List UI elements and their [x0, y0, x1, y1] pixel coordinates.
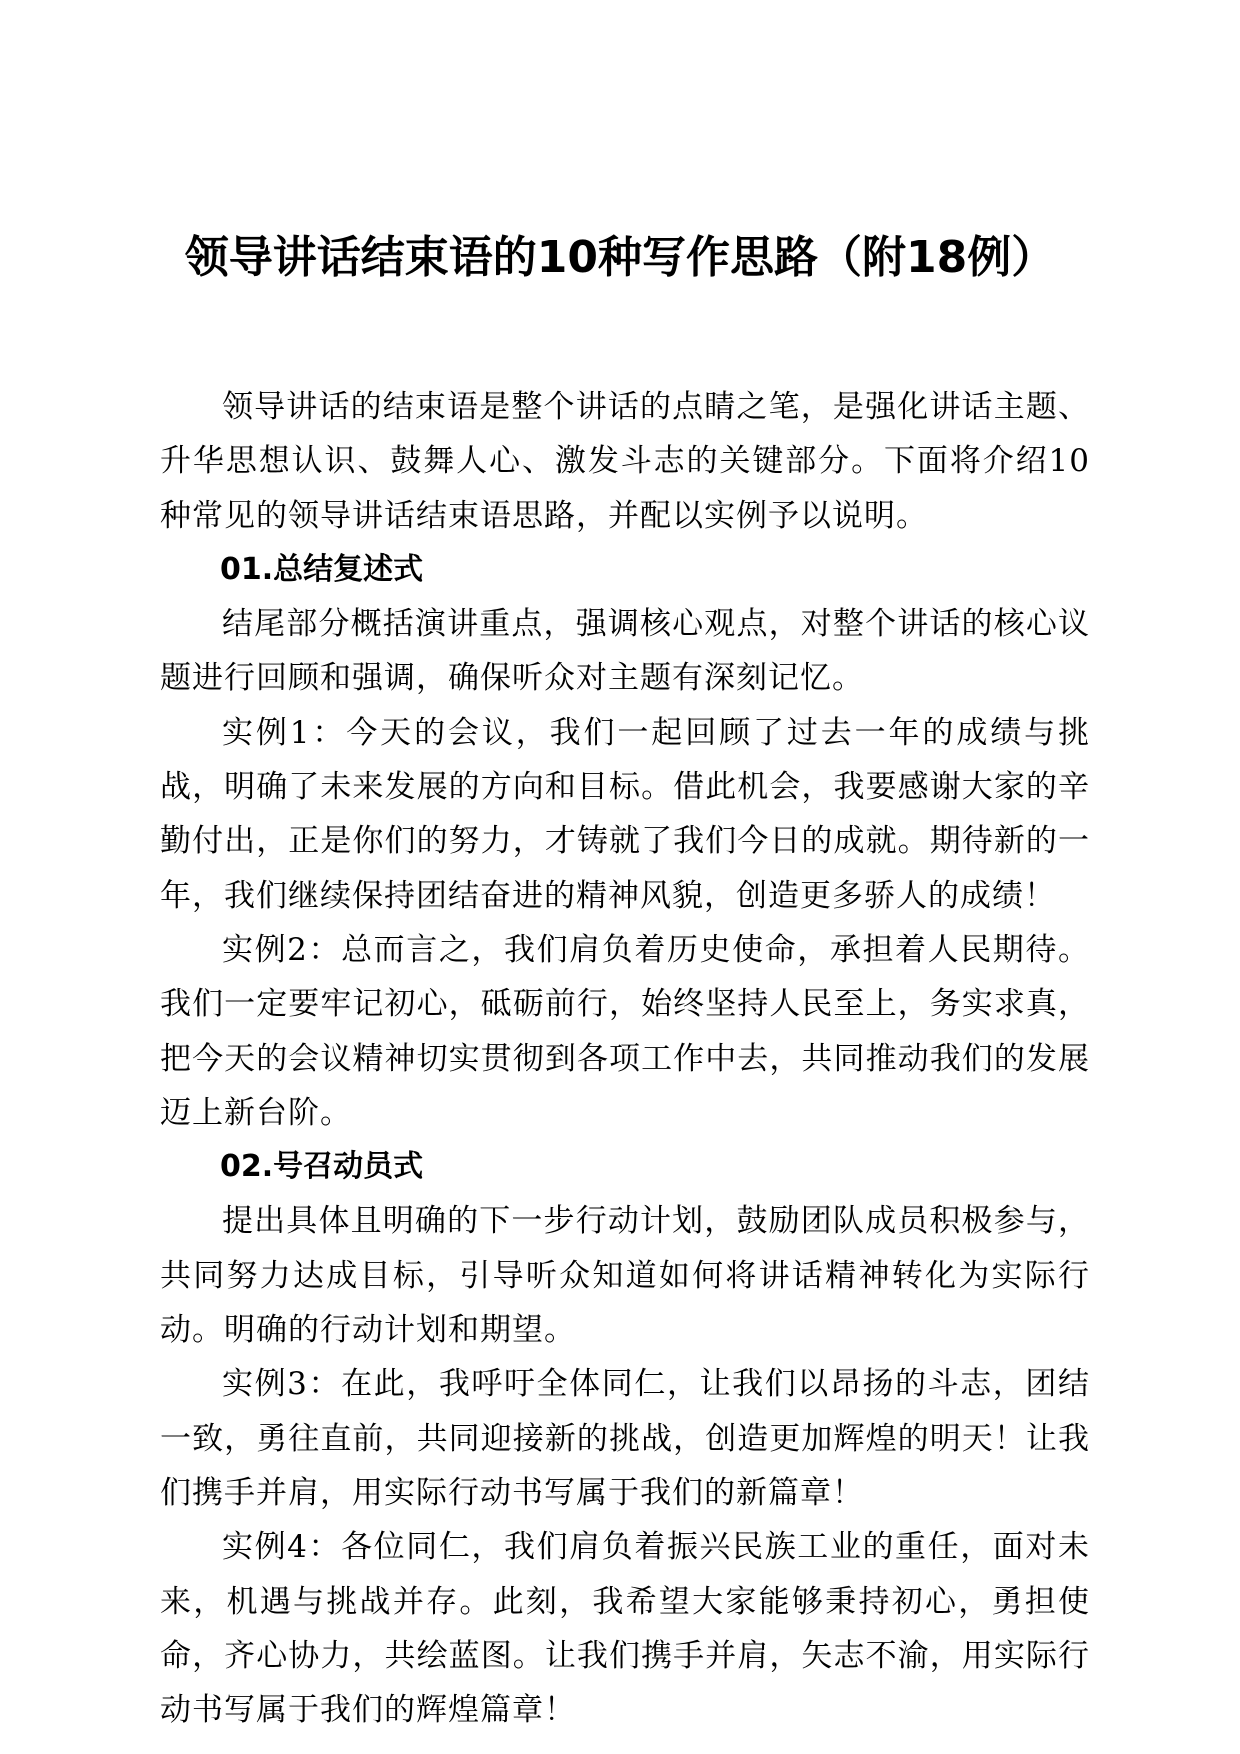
- document-body: [160, 380, 1090, 1737]
- section-heading-1: 01.总结复述式: [220, 551, 424, 587]
- section-description-1: 结尾部分概括演讲重点，强调核心观点，对整个讲话的核心议题进行回顾和强调，确保听众对主题有深刻记忆。: [160, 606, 1090, 697]
- example-paragraph-3: 实例3：在此，我呼吁全体同仁，让我们以昂扬的斗志，团结一致，勇往直前，共同迎接新的挑战，创造更加辉煌的明天！让我们携手并肩，用实际行动书写属于我们的新篇章！: [160, 1366, 1090, 1511]
- intro-paragraph: 领导讲话的结束语是整个讲话的点睛之笔，是强化讲话主题、升华思想认识、鼓舞人心、激发斗志的关键部分。下面将介绍10种常见的领导讲话结束语思路，并配以实例予以说明。: [160, 389, 1090, 534]
- example-paragraph-1: 实例1：今天的会议，我们一起回顾了过去一年的成绩与挑战，明确了未来发展的方向和目标。借此机会，我要感谢大家的辛勤付出，正是你们的努力，才铸就了我们今日的成就。期待新的一年，我们继续保持团结奋进的精神风貌，创造更多骄人的成绩！: [160, 714, 1090, 914]
- example-paragraph-4: 实例4：各位同仁，我们肩负着振兴民族工业的重任，面对未来，机遇与挑战并存。此刻，我希望大家能够秉持初心，勇担使命，齐心协力，共绘蓝图。让我们携手并肩，矢志不渝，用实际行动书写属于我们的辉煌篇章！: [160, 1529, 1090, 1729]
- section-description-2: 提出具体且明确的下一步行动计划，鼓励团队成员积极参与，共同努力达成目标，引导听众知道如何将讲话精神转化为实际行动。明确的行动计划和期望。: [160, 1203, 1090, 1349]
- document-title: 领导讲话结束语的10种写作思路（附18例）: [184, 232, 1056, 283]
- section-heading-2: 02.号召动员式: [220, 1149, 424, 1185]
- example-paragraph-2: 实例2：总而言之，我们肩负着历史使命，承担着人民期待。我们一定要牢记初心，砥砺前行，始终坚持人民至上，务实求真，把今天的会议精神切实贯彻到各项工作中去，共同推动我们的发展迈上新台阶。: [160, 931, 1090, 1131]
